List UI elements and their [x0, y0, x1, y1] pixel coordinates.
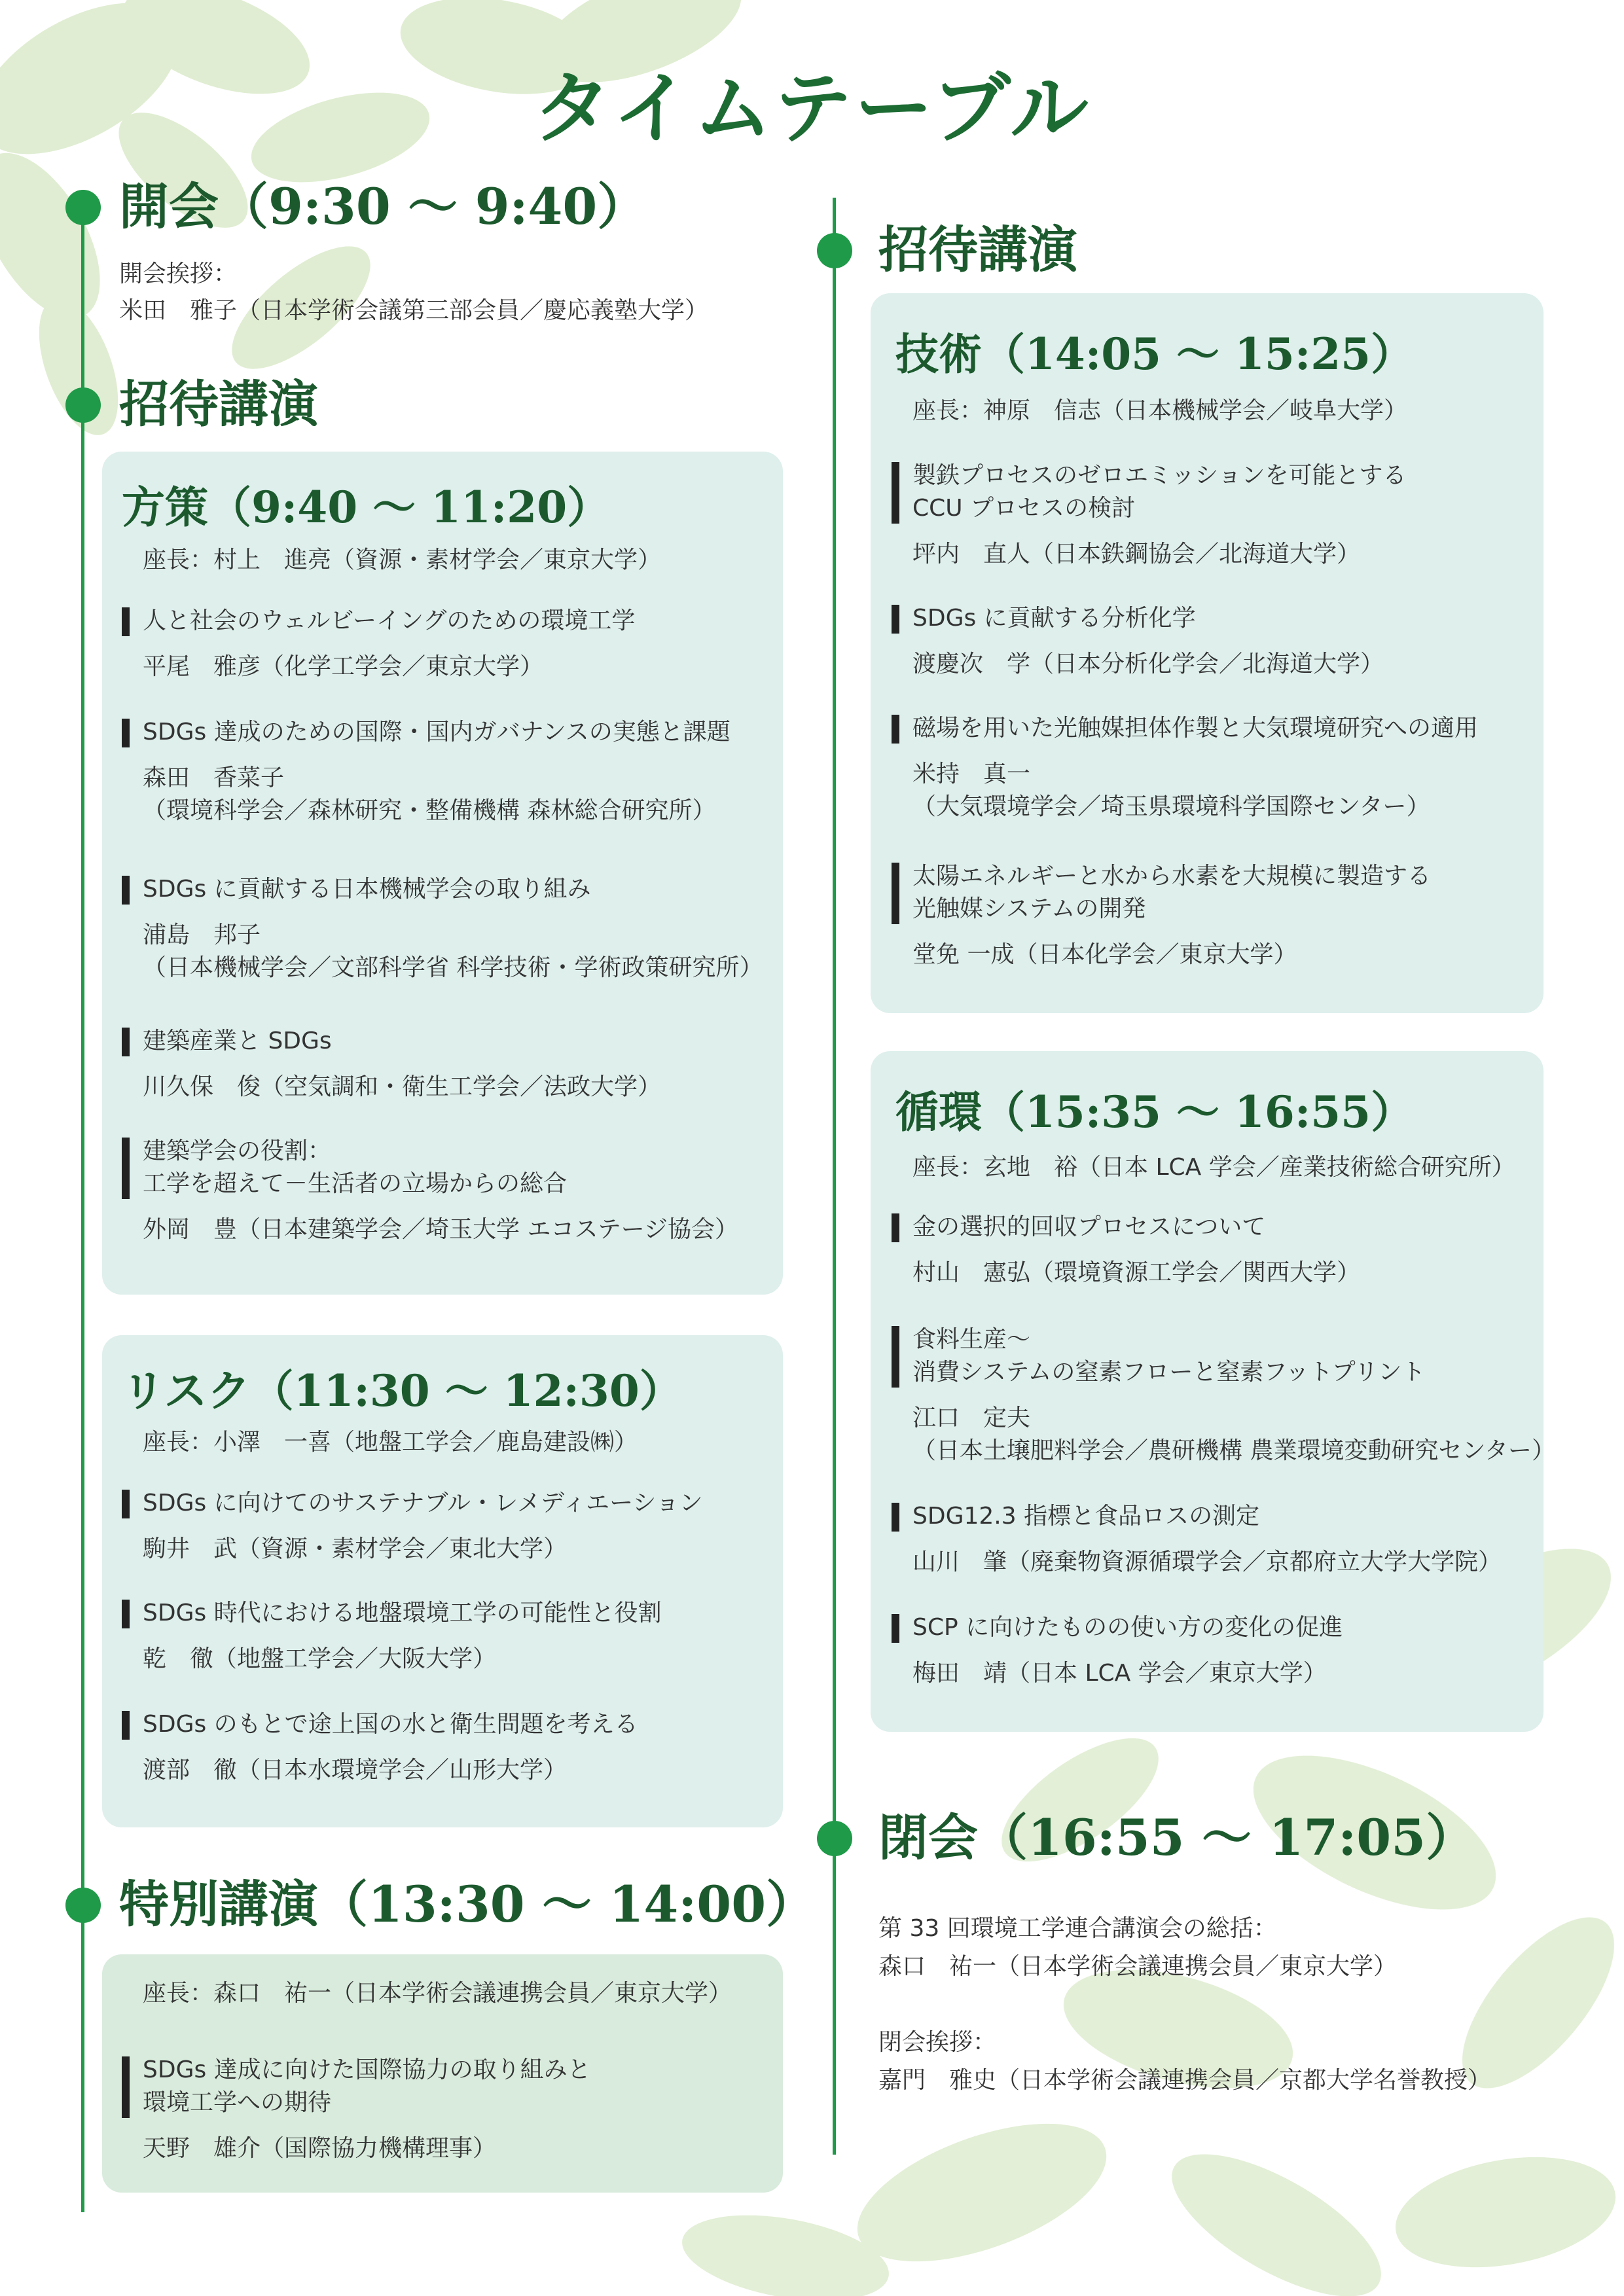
talk-title: 金の選択的回収プロセスについて: [912, 1213, 1266, 1240]
talk-speaker-affiliation: （日本土壌肥料学会／農研機構 農業環境変動研究センター）: [912, 1437, 1556, 1464]
timeline-dot-opening: [65, 190, 101, 225]
talk-speaker-affiliation: （大気環境学会／埼玉県環境科学国際センター）: [912, 793, 1430, 820]
talk-marker: [892, 863, 899, 924]
talk-title-line2: 光触媒システムの開発: [912, 895, 1146, 922]
opening-heading: 開会（9:30 ～ 9:40）: [119, 177, 647, 236]
talk-marker: [892, 1614, 899, 1643]
talk-title: 磁場を用いた光触媒担体作製と大気環境研究への適用: [912, 715, 1479, 742]
talk-marker: [892, 1503, 899, 1532]
session-chair-risk: 座長：小澤 一喜（地盤工学会／鹿島建設㈱）: [143, 1429, 638, 1456]
talk-title-line2: 環境工学への期待: [143, 2089, 332, 2116]
talk-marker: [122, 1138, 130, 1199]
talk-marker: [122, 2056, 130, 2118]
talk-marker: [892, 605, 899, 634]
talk-marker: [892, 462, 899, 524]
closing-greeting-person: 嘉門 雅史（日本学術会議連携会員／京都大学名誉教授）: [878, 2067, 1492, 2094]
talk-marker: [122, 876, 130, 905]
session-chair-policy: 座長：村上 進亮（資源・素材学会／東京大学）: [143, 547, 662, 573]
talk-title: 製鉄プロセスのゼロエミッションを可能とする: [912, 462, 1407, 489]
session-title-risk: リスク（11:30 ～ 12:30）: [122, 1365, 683, 1416]
timeline-dot-invited-right: [817, 233, 852, 268]
talk-speaker: 浦島 邦子: [143, 922, 261, 948]
page-title: タイムテーブル: [533, 63, 1091, 154]
talk-marker: [122, 607, 130, 636]
session-title-cycle: 循環（15:35 ～ 16:55）: [895, 1086, 1415, 1138]
talk-speaker: 村山 憲弘（環境資源工学会／関西大学）: [912, 1259, 1361, 1286]
talk-speaker: 山川 肇（廃棄物資源循環学会／京都府立大学大学院）: [912, 1549, 1502, 1575]
special-heading: 特別講演（13:30 ～ 14:00）: [119, 1875, 816, 1933]
talk-speaker: 森田 香菜子: [143, 764, 285, 791]
timeline-line-right: [833, 198, 836, 2155]
session-box-risk: [102, 1335, 783, 1827]
timeline-dot-closing: [817, 1821, 852, 1856]
talk-marker: [122, 1600, 130, 1628]
opening-greeting-person: 米田 雅子（日本学術会議第三部会員／慶応義塾大学）: [119, 297, 709, 324]
talk-title: SDGs 達成に向けた国際協力の取り組みと: [143, 2056, 591, 2083]
talk-marker: [892, 715, 899, 744]
talk-title: SDGs のもとで途上国の水と衛生問題を考える: [143, 1711, 638, 1738]
talk-title-line2: 消費システムの窒素フローと窒素フットプリント: [912, 1359, 1426, 1386]
talk-title: SDG12.3 指標と食品ロスの測定: [912, 1503, 1260, 1530]
talk-title-line2: 工学を超えて－生活者の立場からの総合: [143, 1170, 568, 1197]
talk-title: SDGs に貢献する分析化学: [912, 605, 1196, 632]
talk-speaker: 坪内 直人（日本鉄鋼協会／北海道大学）: [912, 541, 1361, 567]
talk-title-line2: CCU プロセスの検討: [912, 495, 1136, 522]
talk-title: SDGs 達成のための国際・国内ガバナンスの実態と課題: [143, 719, 731, 745]
closing-summary-person: 森口 祐一（日本学術会議連携会員／東京大学）: [878, 1953, 1398, 1980]
closing-heading: 閉会（16:55 ～ 17:05）: [878, 1808, 1476, 1867]
session-box-cycle: [871, 1051, 1556, 1732]
talk-title: 建築学会の役割：: [143, 1138, 332, 1164]
talk-marker: [892, 1213, 899, 1242]
talk-title: 太陽エネルギーと水から水素を大規模に製造する: [912, 863, 1432, 889]
talk-speaker: 駒井 武（資源・素材学会／東北大学）: [143, 1535, 568, 1562]
timeline-dot-invited-left: [65, 387, 101, 423]
talk-speaker: 江口 定夫: [912, 1405, 1031, 1431]
session-title-policy: 方策（9:40 ～ 11:20）: [122, 482, 611, 533]
talk-title: SCP に向けたものの使い方の変化の促進: [912, 1614, 1343, 1641]
talk-speaker: 米持 真一: [912, 761, 1031, 787]
session-chair-tech: 座長：神原 信志（日本機械学会／岐阜大学）: [912, 397, 1408, 424]
talk-speaker-affiliation: （環境科学会／森林研究・整備機構 森林総合研究所）: [143, 797, 716, 824]
closing-summary-label: 第 33 回環境工学連合講演会の総括：: [878, 1915, 1277, 1942]
opening-greeting-label: 開会挨拶：: [119, 260, 238, 287]
invited-heading-left: 招待講演: [119, 375, 318, 433]
session-chair-cycle: 座長：玄地 裕（日本 LCA 学会／産業技術総合研究所）: [912, 1154, 1515, 1181]
talk-speaker: 堂免 一成（日本化学会／東京大学）: [912, 941, 1297, 968]
talk-speaker: 外岡 豊（日本建築学会／埼玉大学 エコステージ協会）: [143, 1216, 739, 1243]
invited-heading-right: 招待講演: [878, 221, 1077, 279]
talk-speaker: 渡慶次 学（日本分析化学会／北海道大学）: [912, 651, 1384, 677]
talk-speaker: 平尾 雅彦（化学工学会／東京大学）: [143, 653, 544, 680]
talk-speaker: 川久保 俊（空気調和・衛生工学会／法政大学）: [143, 1073, 662, 1100]
session-title-tech: 技術（14:05 ～ 15:25）: [895, 329, 1415, 380]
talk-speaker: 天野 雄介（国際協力機構理事）: [143, 2135, 497, 2162]
talk-title: SDGs に貢献する日本機械学会の取り組み: [143, 876, 591, 903]
talk-title: SDGs に向けてのサステナブル・レメディエーション: [143, 1490, 703, 1516]
talk-speaker: 梅田 靖（日本 LCA 学会／東京大学）: [912, 1660, 1327, 1687]
talk-speaker: 渡部 徹（日本水環境学会／山形大学）: [143, 1757, 568, 1784]
talk-marker: [892, 1326, 899, 1388]
talk-title: 食料生産～: [912, 1326, 1031, 1353]
closing-greeting-label: 閉会挨拶：: [878, 2029, 997, 2056]
timeline-dot-special: [65, 1888, 101, 1923]
session-box-policy: [102, 452, 783, 1295]
talk-title: SDGs 時代における地盤環境工学の可能性と役割: [143, 1600, 662, 1626]
session-box-special: [102, 1954, 783, 2193]
talk-marker: [122, 719, 130, 747]
talk-speaker-affiliation: （日本機械学会／文部科学省 科学技術・学術政策研究所）: [143, 954, 763, 981]
session-chair-special: 座長：森口 祐一（日本学術会議連携会員／東京大学）: [143, 1980, 732, 2007]
session-box-tech: [871, 293, 1543, 1013]
talk-marker: [122, 1028, 130, 1056]
talk-title: 人と社会のウェルビーイングのための環境工学: [143, 607, 636, 634]
talk-speaker: 乾 徹（地盤工学会／大阪大学）: [143, 1645, 497, 1672]
talk-title: 建築産業と SDGs: [143, 1028, 332, 1054]
talk-marker: [122, 1711, 130, 1740]
talk-marker: [122, 1490, 130, 1518]
